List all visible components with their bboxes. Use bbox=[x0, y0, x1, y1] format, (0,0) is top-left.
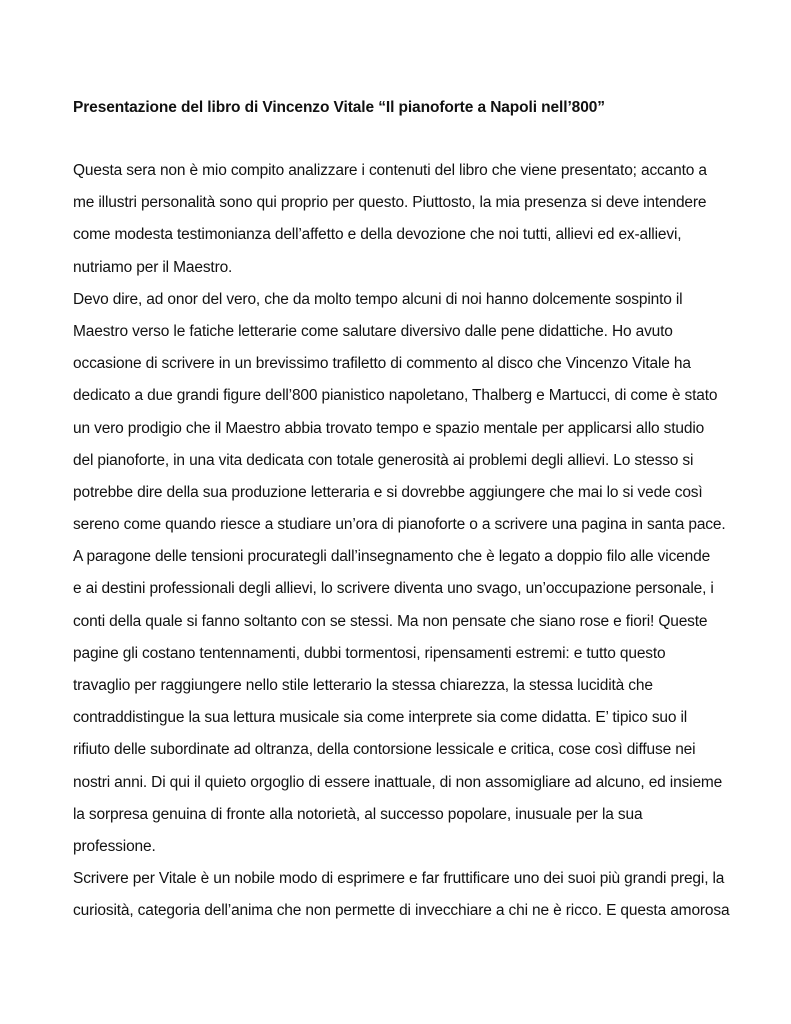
text-line: nutriamo per il Maestro. bbox=[73, 258, 233, 276]
text-line: Devo dire, ad onor del vero, che da molto tempo alcuni di noi hanno dolcemente sospinto il bbox=[73, 290, 683, 308]
text-line: la sorpresa genuina di fronte alla notorietà, al successo popolare, inusuale per la sua bbox=[73, 805, 643, 823]
text-line: dedicato a due grandi figure dell’800 pianistico napoletano, Thalberg e Martucci, di come è stato bbox=[73, 387, 718, 405]
text-line: sereno come quando riesce a studiare un’ora di pianoforte o a scrivere una pagina in santa pace. bbox=[73, 516, 726, 534]
text-line: nostri anni. Di qui il quieto orgoglio di essere inattuale, di non assomigliare ad alcuno, ed insieme bbox=[73, 773, 723, 791]
text-line: curiosità, categoria dell’anima che non permette di invecchiare a chi ne è ricco. E questa amorosa bbox=[73, 902, 730, 920]
text-line: pagine gli costano tentennamenti, dubbi tormentosi, ripensamenti estremi: e tutto questo bbox=[73, 644, 666, 662]
text-line: Questa sera non è mio compito analizzare i contenuti del libro che viene presentato; accanto a bbox=[73, 162, 707, 179]
text-line: come modesta testimonianza dell’affetto e della devozione che noi tutti, allievi ed ex-allievi, bbox=[73, 226, 682, 244]
text-line: Maestro verso le fatiche letterarie come salutare diversivo dalle pene didattiche. Ho avuto bbox=[73, 322, 673, 340]
text-line: me illustri personalità sono qui proprio per questo. Piuttosto, la mia presenza si deve intendere bbox=[73, 194, 707, 212]
text-line: travaglio per raggiungere nello stile letterario la stessa chiarezza, la stessa lucidità che bbox=[73, 677, 653, 694]
document-title: Presentazione del libro di Vincenzo Vitale “Il pianoforte a Napoli nell’800” bbox=[73, 99, 605, 116]
text-line: A paragone delle tensioni procurategli dall’insegnamento che è legato a doppio filo alle vicende bbox=[73, 548, 711, 566]
text-line: occasione di scrivere in un brevissimo trafiletto di commento al disco che Vincenzo Vitale ha bbox=[73, 355, 691, 373]
text-line: rifiuto delle subordinate ad oltranza, della contorsione lessicale e critica, cose così diffuse nei bbox=[73, 741, 696, 759]
text-line: e ai destini professionali degli allievi, lo scrivere diventa uno svago, un’occupazione personale, i bbox=[73, 580, 714, 598]
text-line: contraddistingue la sua lettura musicale sia come interprete sia come didatta. E’ tipico suo il bbox=[73, 709, 688, 727]
document-body bbox=[73, 155, 733, 928]
text-line: potrebbe dire della sua produzione letteraria e si dovrebbe aggiungere che mai lo si vede così bbox=[73, 483, 703, 501]
text-line: Scrivere per Vitale è un nobile modo di esprimere e far fruttificare uno dei suoi più grandi pregi, la bbox=[73, 870, 725, 888]
text-line: professione. bbox=[73, 837, 156, 855]
text-line: del pianoforte, in una vita dedicata con totale generosità ai problemi degli allievi. Lo stesso si bbox=[73, 451, 694, 469]
text-line: un vero prodigio che il Maestro abbia trovato tempo e spazio mentale per applicarsi allo studio bbox=[73, 419, 705, 437]
text-line: conti della quale si fanno soltanto con se stessi. Ma non pensate che siano rose e fiori! Queste bbox=[73, 612, 708, 630]
